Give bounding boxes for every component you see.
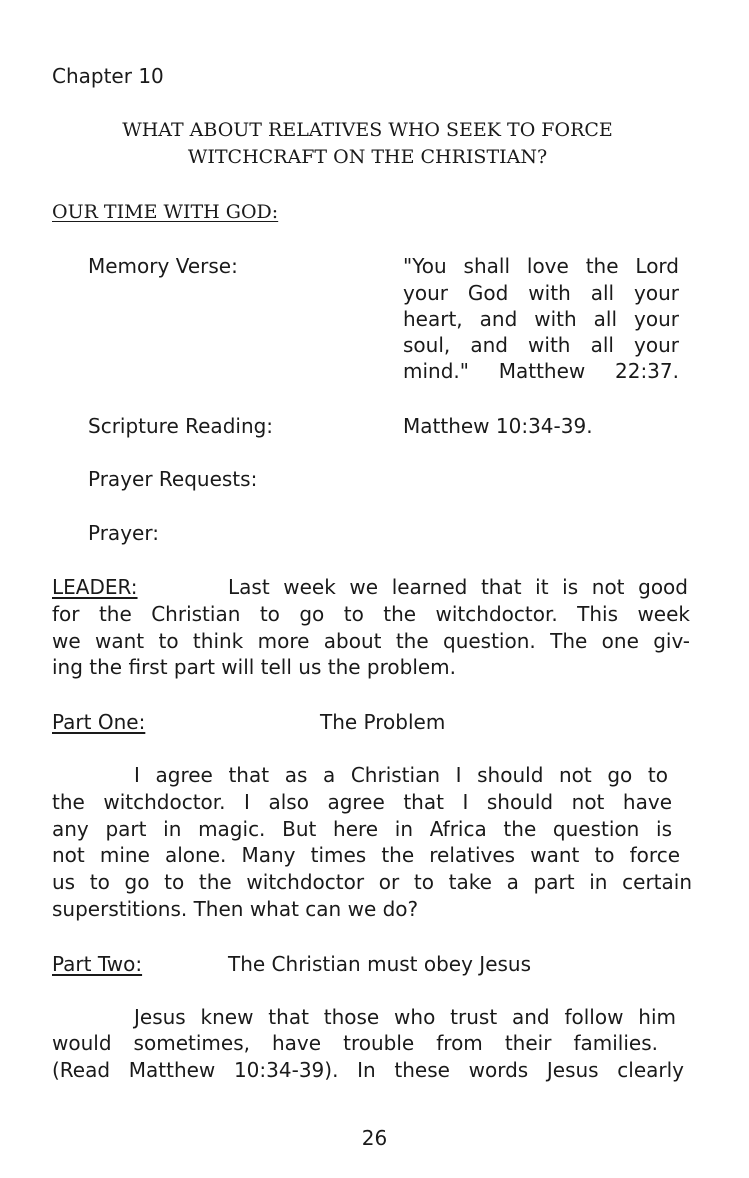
- chapter-title-line-2: WITCHCRAFT ON THE CHRISTIAN?: [187, 146, 548, 168]
- chapter-label: Chapter 10: [52, 64, 164, 88]
- memory-verse-line: mind." Matthew 22:37.: [403, 359, 679, 383]
- prayer-label: Prayer:: [88, 521, 159, 545]
- page-number: 26: [361, 1126, 388, 1150]
- part-one-line: any part in magic. But here in Africa the question is: [52, 817, 672, 841]
- leader-line: we want to think more about the question. The one giv-: [52, 629, 690, 653]
- part-two-title: The Christian must obey Jesus: [228, 952, 532, 976]
- memory-verse-label: Memory Verse:: [88, 254, 238, 278]
- part-two-line: (Read Matthew 10:34-39). In these words Jesus clearly: [52, 1058, 684, 1082]
- part-one-line: superstitions. Then what can we do?: [52, 897, 419, 921]
- leader-line: for the Christian to go to the witchdoctor. This week: [52, 602, 690, 626]
- memory-verse-line: heart, and with all your: [403, 307, 679, 331]
- leader-first-line: Last week we learned that it is not good: [228, 575, 688, 599]
- memory-verse-line: soul, and with all your: [403, 333, 679, 357]
- part-one-label: Part One:: [52, 710, 146, 734]
- scripture-reading-value: Matthew 10:34-39.: [403, 414, 593, 438]
- chapter-title-line-1: WHAT ABOUT RELATIVES WHO SEEK TO FORCE: [122, 119, 613, 141]
- part-one-line: I agree that as a Christian I should not go to: [134, 763, 668, 787]
- memory-verse-line: your God with all your: [403, 281, 679, 305]
- part-one-line: not mine alone. Many times the relatives want to force: [52, 843, 680, 867]
- part-two-label: Part Two:: [52, 952, 143, 976]
- leader-label: LEADER:: [52, 575, 138, 599]
- part-one-title: The Problem: [320, 710, 446, 734]
- part-two-line: would sometimes, have trouble from their families.: [52, 1031, 658, 1055]
- part-two-line: Jesus knew that those who trust and follow him: [134, 1005, 676, 1029]
- scripture-reading-label: Scripture Reading:: [88, 414, 274, 438]
- part-one-line: the witchdoctor. I also agree that I should not have: [52, 790, 672, 814]
- time-with-god-heading: OUR TIME WITH GOD:: [52, 201, 279, 223]
- prayer-requests-label: Prayer Requests:: [88, 467, 258, 491]
- part-one-line: us to go to the witchdoctor or to take a part in certain: [52, 870, 692, 894]
- leader-line: ing the first part will tell us the problem.: [52, 655, 457, 679]
- memory-verse-line: "You shall love the Lord: [403, 254, 679, 278]
